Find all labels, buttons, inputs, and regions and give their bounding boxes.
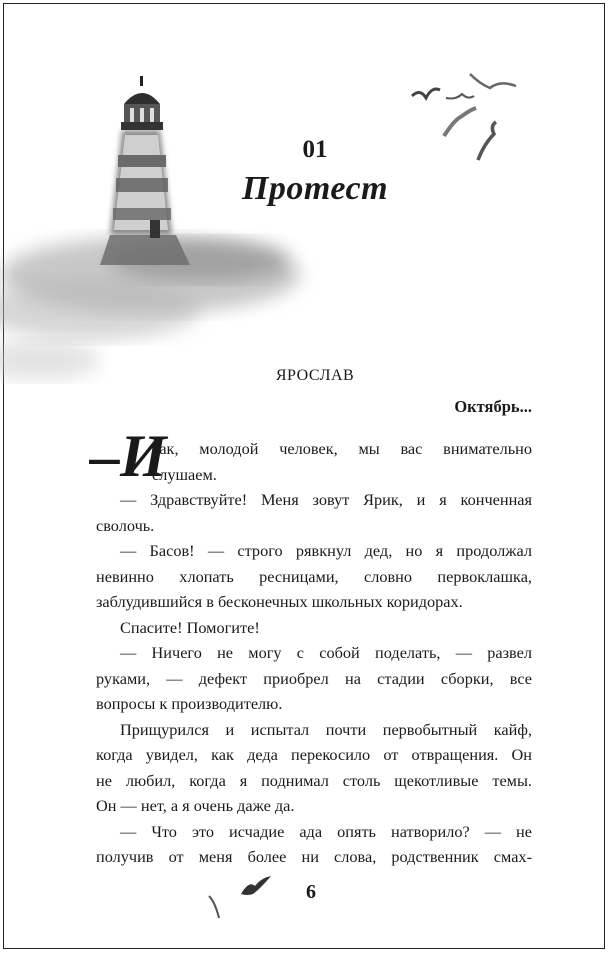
narrator-heading: ЯРОСЛАВ <box>275 367 355 384</box>
text-line: — Здравствуйте! Меня зовут Ярик, и я конченная <box>120 490 532 509</box>
text-line: Спасите! Помогите! <box>120 617 260 637</box>
text-line: так, молодой человек, мы вас внимательно <box>152 439 532 458</box>
text-line: слушаем. <box>152 464 217 484</box>
date-heading: Октябрь... <box>454 397 532 416</box>
body-text <box>90 423 532 870</box>
text-line: заблудившийся в бесконечных школьных коридорах. <box>96 592 463 611</box>
page-number: 6 <box>306 881 316 903</box>
drop-cap: –И <box>90 423 167 489</box>
chapter-title: Протест <box>241 170 389 207</box>
chapter-number: 01 <box>302 136 328 163</box>
text-line: сволочь. <box>96 515 155 535</box>
text-line: — Что это исчадие ада опять натворило? — не <box>120 821 532 841</box>
text-line: не любил, когда я поднимал столь щекотливые темы. <box>96 770 532 790</box>
text-line: вопросы к производителю. <box>96 694 283 713</box>
text-line: — Басов! — строго рявкнул дед, но я продолжал <box>120 541 532 560</box>
text-line: — Ничего не могу с собой поделать, — развел <box>120 643 532 662</box>
lighthouse-illustration <box>0 60 320 400</box>
text-line: Он — нет, а я очень даже да. <box>96 796 295 815</box>
text-line: руками, — дефект приобрел на стадии сборки, все <box>96 668 532 688</box>
text-line: получив от меня более ни слова, родственник смах- <box>96 847 532 866</box>
text-line: когда увидел, как деда перекосило от отвращения. Он <box>96 745 532 764</box>
text-line: Прищурился и испытал почти первобытный кайф, <box>120 719 532 739</box>
text-line: невинно хлопать ресницами, словно первоклашка, <box>96 566 532 586</box>
